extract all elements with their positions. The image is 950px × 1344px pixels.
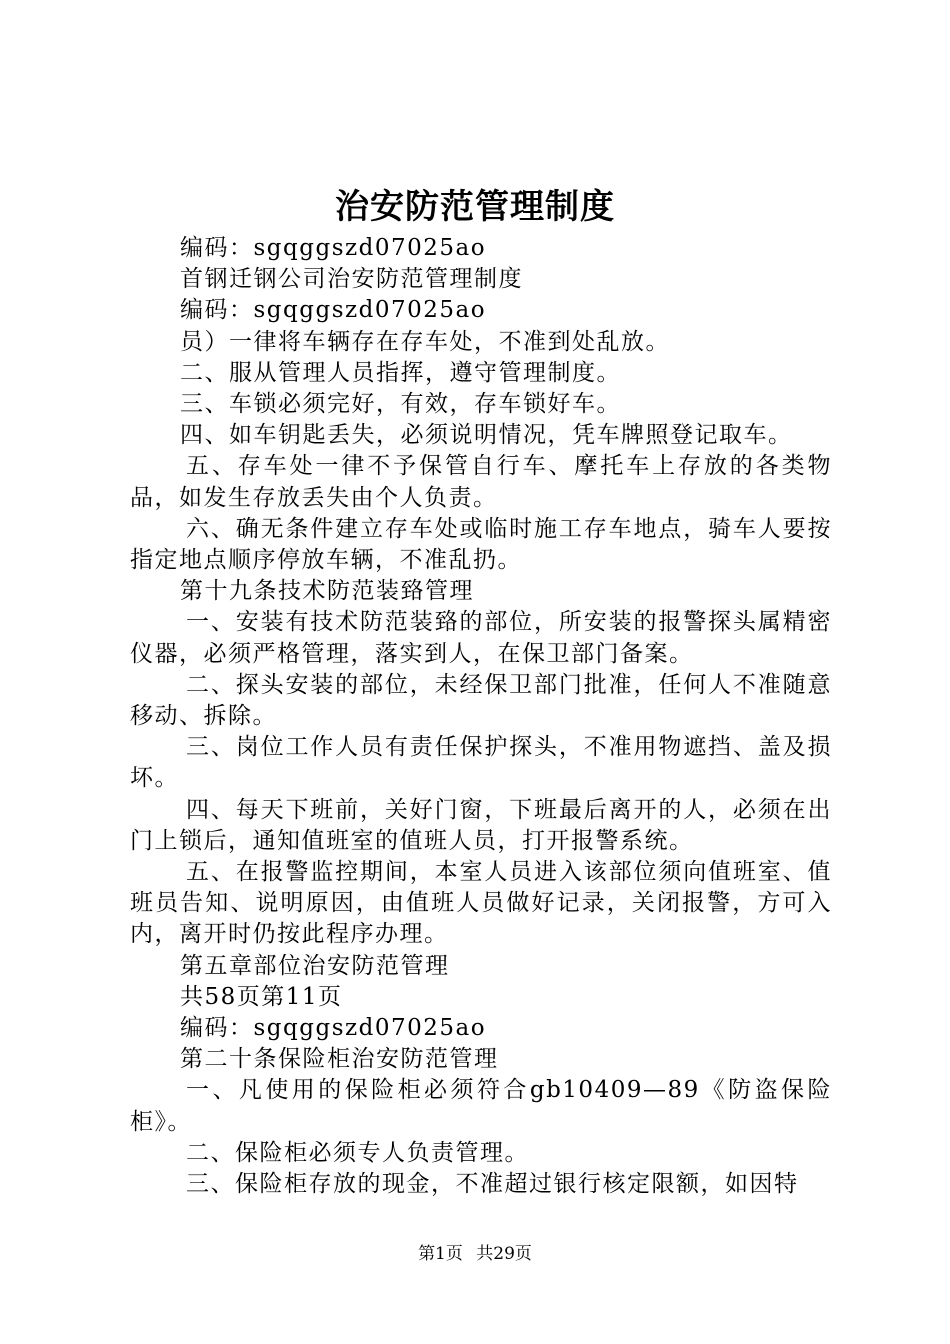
paragraph: 四、如车钥匙丢失，必须说明情况，凭车牌照登记取车。 [180, 422, 793, 449]
paragraph: 二、探头安装的部位，未经保卫部门批准，任何人不准随意移动、拆除。 [130, 671, 832, 730]
section-heading: 第二十条保险柜治安防范管理 [180, 1046, 499, 1073]
paragraph: 四、每天下班前，关好门窗，下班最后离开的人，必须在出门上锁后，通知值班室的值班人员，打开报警系统。 [130, 796, 832, 854]
paragraph: 三、岗位工作人员有责任保护探头，不准用物遮挡、盖及损坏。 [130, 734, 832, 792]
paragraph: 五、在报警监控期间，本室人员进入该部位须向值班室、值班员告知、说明原因，由值班人员做好记录，关闭报警，方可入内，离开时仍按此程序办理。 [130, 859, 832, 948]
paragraph: 编码：sgqggszd07025ao [180, 297, 487, 324]
paragraph: 三、车锁必须完好，有效，存车锁好车。 [180, 391, 621, 418]
paragraph: 首钢迁钢公司治安防范管理制度 [180, 266, 523, 293]
paragraph: 编码：sgqggszd07025ao [180, 235, 487, 261]
paragraph: 一、安装有技术防范装臵的部位，所安装的报警探头属精密仪器，必须严格管理，落实到人，在保卫部门备案。 [130, 609, 832, 667]
paragraph: 一、凡使用的保险柜必须符合gb10409—89《防盗保险柜》。 [130, 1077, 832, 1135]
page-total: 共29页 [476, 1244, 532, 1264]
paragraph: 六、确无条件建立存车处或临时施工存车地点，骑车人要按指定地点顺序停放车辆，不准乱扔。 [130, 515, 832, 574]
paragraph: 员）一律将车辆存在存车处，不准到处乱放。 [180, 328, 670, 355]
paragraph: 五、存车处一律不予保管自行车、摩托车上存放的各类物品，如发生存放丢失由个人负责。 [130, 453, 832, 511]
document-body [130, 233, 832, 1200]
section-heading: 第十九条技术防范装臵管理 [180, 578, 474, 605]
document-title: 治安防范管理制度 [335, 187, 615, 227]
page-count-note: 共58页第11页 [180, 983, 343, 1010]
page-footer [0, 1242, 950, 1266]
chapter-heading: 第五章部位治安防范管理 [180, 952, 450, 979]
paragraph: 二、保险柜必须专人负责管理。 [186, 1139, 529, 1166]
page-number: 第1页 [418, 1244, 463, 1264]
paragraph: 二、服从管理人员指挥，遵守管理制度。 [180, 359, 621, 386]
paragraph: 三、保险柜存放的现金，不准超过银行核定限额，如因特 [186, 1171, 799, 1198]
paragraph: 编码：sgqggszd07025ao [180, 1015, 487, 1042]
